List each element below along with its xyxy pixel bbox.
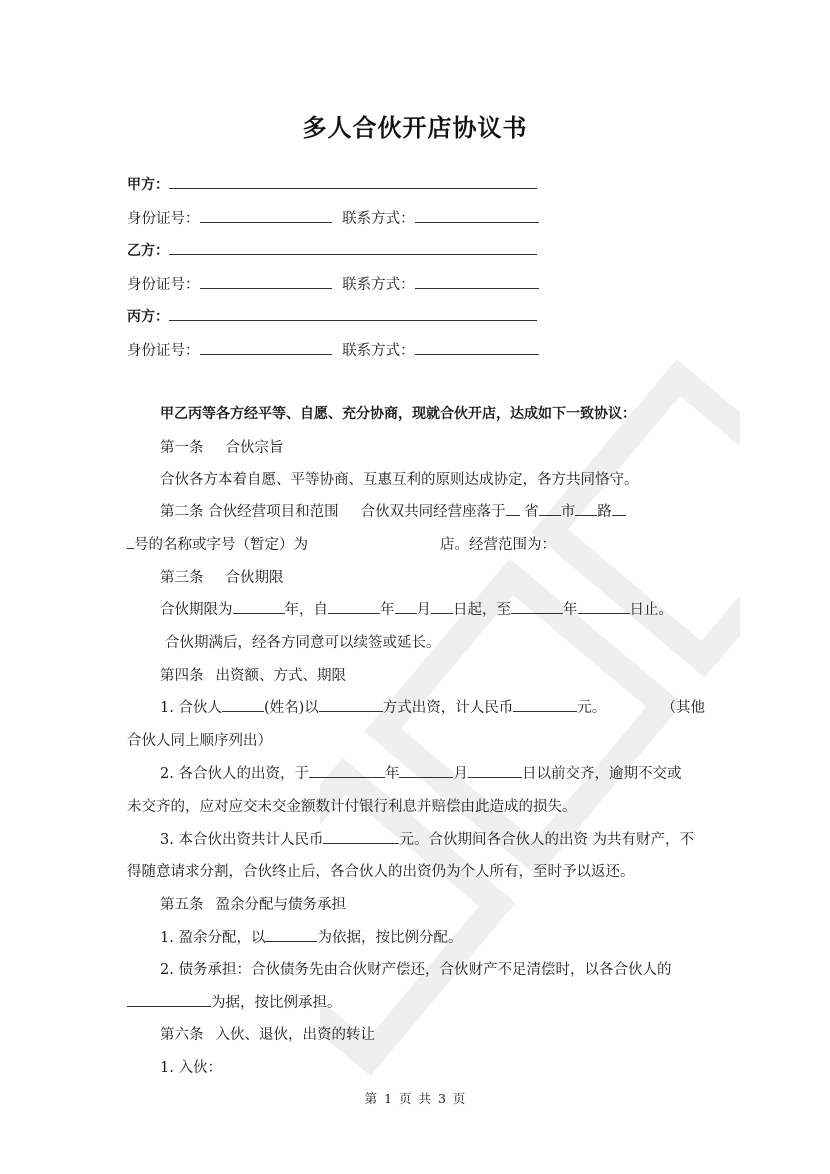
party-a-contact-field[interactable]	[415, 209, 539, 223]
city-blank[interactable]	[539, 502, 561, 516]
party-a-id-field[interactable]	[200, 209, 332, 223]
article-4-heading: 第四条 出资额、方式、期限	[160, 668, 346, 684]
article-3-heading: 第三条 合伙期限	[160, 570, 284, 586]
party-c-contact-field[interactable]	[415, 341, 539, 355]
article-4-item-3-cont: 得随意请求分割，合伙终止后，各合伙人的出资仍为个人所有，至时予以返还。	[127, 864, 635, 880]
party-b-id-row	[127, 273, 539, 294]
article-1-text: 合伙各方本着自愿、平等协商、互惠互利的原则达成协定，各方共同恪守。	[160, 472, 639, 488]
article-4-item-3: 3. 本合伙出资共计人民币 元。合伙期间各合伙人的出资 为共有财产，不	[160, 832, 695, 848]
term-years-blank[interactable]	[233, 600, 285, 614]
contact-label: 联系方式：	[342, 211, 415, 227]
party-c-row	[127, 306, 537, 326]
total-capital-blank[interactable]	[323, 830, 399, 844]
article-4-item-1: 1. 合伙人 (姓名)以 方式出资，计人民币 元。 （其他	[160, 700, 705, 716]
page-title: 多人合伙开店协议书	[302, 114, 528, 142]
article-2-line-2: 号的名称或字号（暂定）为 店。经营范围为：	[127, 533, 556, 554]
id-label: 身份证号：	[127, 343, 200, 359]
party-b-contact-field[interactable]	[415, 275, 539, 289]
deadline-year-blank[interactable]	[309, 764, 385, 778]
article-4-item-2: 2. 各合伙人的出资，于 年 月 日以前交齐，逾期不交或	[160, 766, 682, 782]
debt-basis-blank[interactable]	[127, 993, 211, 1007]
profit-basis-blank[interactable]	[265, 928, 317, 942]
partner-name-blank[interactable]	[222, 698, 264, 712]
start-day-blank[interactable]	[431, 600, 453, 614]
id-label: 身份证号：	[127, 211, 200, 227]
party-c-id-field[interactable]	[200, 341, 332, 355]
start-month-blank[interactable]	[395, 600, 417, 614]
party-a-row	[127, 174, 537, 194]
page-number: 第 1 页 共 3 页	[364, 1091, 466, 1106]
article-4-item-2-cont: 未交齐的，应对应交未交金额数计付银行利息并赔偿由此造成的损失。	[127, 799, 577, 815]
start-year-blank[interactable]	[328, 600, 380, 614]
article-6-item-1: 1. 入伙：	[160, 1060, 222, 1076]
article-1-heading: 第一条 合伙宗旨	[160, 440, 284, 456]
party-b-row	[127, 240, 537, 260]
article-5-item-2-cont: 为据，按比例承担。	[127, 991, 342, 1012]
contact-label: 联系方式：	[342, 343, 415, 359]
contact-label: 联系方式：	[342, 277, 415, 293]
article-5-item-1: 1. 盈余分配，以 为依据，按比例分配。	[160, 930, 463, 946]
deadline-month-blank[interactable]	[399, 764, 453, 778]
party-b-field[interactable]	[169, 241, 537, 255]
article-3-renewal: 合伙期满后，经各方同意可以续签或延长。	[165, 635, 441, 651]
article-6-heading: 第六条 入伙、退伙，出资的转让	[160, 1027, 375, 1043]
road-blank[interactable]	[575, 502, 597, 516]
party-b-label: 乙方：	[127, 243, 169, 259]
end-year-blank[interactable]	[511, 600, 563, 614]
party-a-label: 甲方：	[127, 177, 169, 193]
party-a-field[interactable]	[169, 175, 537, 189]
party-a-id-row	[127, 207, 539, 228]
contribution-method-blank[interactable]	[319, 698, 383, 712]
article-2-line-1: 第二条 合伙经营项目和范围 合伙双共同经营座落于 省 市 路	[160, 500, 626, 521]
contribution-amount-blank[interactable]	[513, 698, 577, 712]
article-4-item-1-cont: 合伙人同上顺序列出）	[127, 733, 272, 749]
party-c-id-row	[127, 339, 539, 360]
end-day-blank[interactable]	[578, 600, 630, 614]
number-blank[interactable]	[612, 502, 626, 516]
preamble: 甲乙丙等各方经平等、自愿、充分协商，现就合伙开店，达成如下一致协议：	[160, 406, 636, 422]
deadline-day-blank[interactable]	[468, 764, 522, 778]
province-blank[interactable]	[506, 502, 520, 516]
article-3-term: 合伙期限为 年，自 年 月 日起，至 年 日止。	[160, 602, 673, 618]
id-label: 身份证号：	[127, 277, 200, 293]
party-c-label: 丙方：	[127, 309, 169, 325]
article-5-heading: 第五条 盈余分配与债务承担	[160, 897, 346, 913]
article-5-item-2: 2. 债务承担：合伙债务先由合伙财产偿还，合伙财产不足清偿时，以各合伙人的	[160, 962, 672, 978]
party-b-id-field[interactable]	[200, 275, 332, 289]
party-c-field[interactable]	[169, 307, 537, 321]
